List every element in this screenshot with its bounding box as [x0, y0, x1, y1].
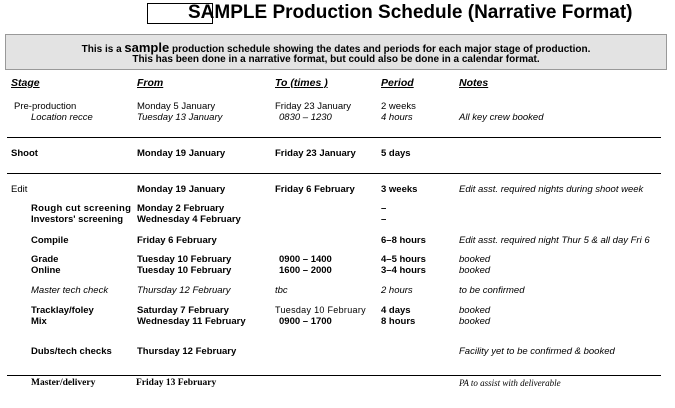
row-from: Monday 19 January — [137, 148, 226, 159]
row-notes: booked — [459, 265, 491, 276]
row-to: 0900 – 1400 — [279, 254, 332, 265]
row-from: Tuesday 13 January — [137, 112, 223, 123]
row-to: 1600 – 2000 — [279, 265, 332, 276]
row-notes: to be confirmed — [459, 285, 525, 296]
header-period: Period — [381, 77, 414, 89]
row-to: tbc — [275, 285, 288, 296]
row-from: Thursday 12 February — [137, 346, 237, 357]
row-period: 3 weeks — [381, 184, 418, 195]
divider — [7, 173, 661, 174]
row-period: 3–4 hours — [381, 265, 426, 276]
row-notes: Edit asst. required night Thur 5 & all day Fri 6 — [459, 235, 650, 246]
row-period: 4 hours — [381, 112, 413, 123]
row-from: Monday 19 January — [137, 184, 226, 195]
row-notes: All key crew booked — [459, 112, 544, 123]
header-to: To (times ) — [275, 77, 328, 89]
intro-banner — [5, 34, 667, 70]
row-stage: Master/delivery — [31, 378, 96, 388]
row-stage: Dubs/tech checks — [31, 346, 112, 357]
header-stage: Stage — [11, 77, 40, 89]
row-stage: Edit — [11, 184, 28, 195]
row-stage: Compile — [31, 235, 69, 246]
row-from: Monday 2 February — [137, 203, 225, 214]
row-stage: Pre-production — [14, 101, 77, 112]
row-stage: Mix — [31, 316, 47, 327]
row-period: 2 weeks — [381, 101, 416, 112]
row-period: – — [381, 203, 387, 214]
divider — [7, 137, 661, 138]
header-notes: Notes — [459, 77, 489, 89]
row-from: Friday 6 February — [137, 235, 217, 246]
row-to: Friday 6 February — [275, 184, 355, 195]
row-from: Saturday 7 February — [137, 305, 229, 316]
row-from: Monday 5 January — [137, 101, 216, 112]
row-stage: Master tech check — [31, 285, 109, 296]
row-from: Wednesday 4 February — [137, 214, 241, 225]
banner-line-1: This is a sample production schedule showing the dates and periods for each major stage of production. — [81, 40, 591, 55]
row-from: Wednesday 11 February — [137, 316, 246, 327]
row-to: Friday 23 January — [275, 101, 352, 112]
row-stage: Shoot — [11, 148, 38, 159]
page-title: SAMPLE Production Schedule (Narrative Format) — [188, 2, 633, 23]
row-notes: booked — [459, 254, 491, 265]
row-stage: Rough cut screening — [31, 203, 132, 214]
row-period: 8 hours — [381, 316, 416, 327]
row-from: Tuesday 10 February — [137, 254, 232, 265]
row-notes: booked — [459, 316, 491, 327]
row-period: 2 hours — [381, 285, 413, 296]
divider — [7, 375, 661, 376]
row-from: Friday 13 February — [136, 378, 217, 388]
row-notes: Facility yet to be confirmed & booked — [459, 346, 615, 357]
row-period: 5 days — [381, 148, 411, 159]
row-notes: booked — [459, 305, 491, 316]
row-to: Tuesday 10 February — [275, 305, 366, 315]
row-notes: PA to assist with deliverable — [459, 378, 561, 388]
row-to: 0900 – 1700 — [279, 316, 332, 327]
row-stage: Tracklay/foley — [31, 305, 94, 316]
row-stage: Online — [31, 265, 61, 276]
row-period: 4–5 hours — [381, 254, 426, 265]
header-from: From — [137, 77, 164, 89]
row-to: Friday 23 January — [275, 148, 356, 159]
row-from: Tuesday 10 February — [137, 265, 232, 276]
row-to: 0830 – 1230 — [279, 112, 332, 123]
row-from: Thursday 12 February — [137, 285, 231, 296]
row-period: 6–8 hours — [381, 235, 426, 246]
row-period: – — [381, 214, 387, 225]
row-period: 4 days — [381, 305, 411, 316]
row-notes: Edit asst. required nights during shoot week — [459, 184, 644, 195]
banner-line-2: This has been done in a narrative format, but could also be done in a calendar format. — [132, 54, 540, 65]
row-stage: Grade — [31, 254, 59, 265]
row-stage: Investors' screening — [31, 214, 124, 225]
row-stage: Location recce — [31, 112, 93, 123]
